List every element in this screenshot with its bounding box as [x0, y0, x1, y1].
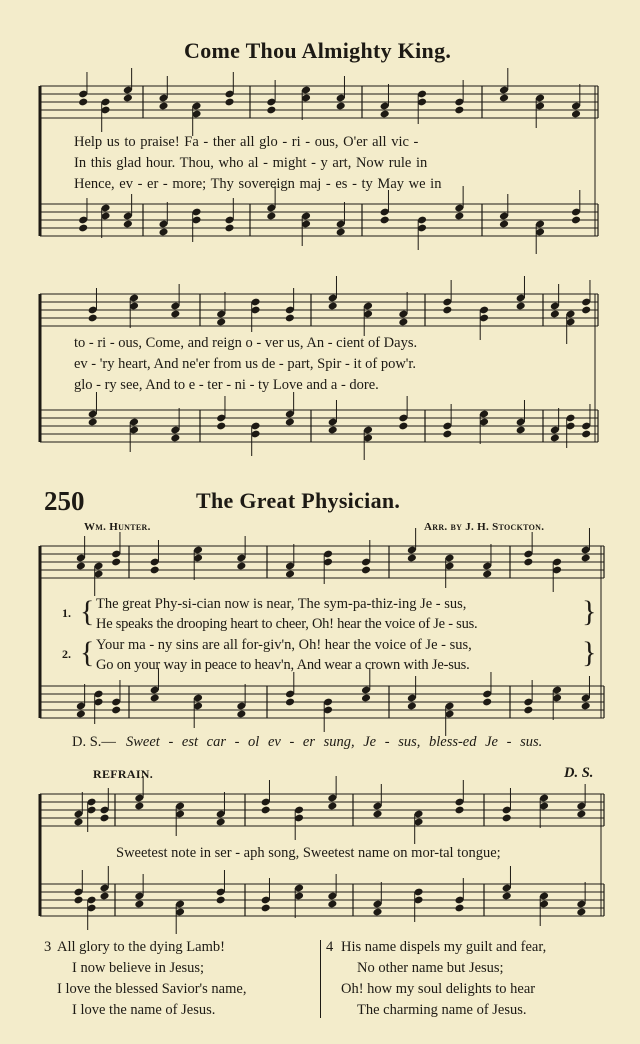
note-head [285, 698, 295, 707]
note-head [76, 562, 86, 571]
note-head [285, 314, 295, 323]
note-head [236, 562, 246, 571]
verse-line: The great Phy-si-cian now is near, The sym-pa-thiz-ing Je - sus, [96, 596, 467, 612]
note-head [158, 228, 168, 237]
refrain-ds-mark: D. S. [564, 765, 594, 781]
verse-brace: { [80, 636, 95, 669]
note-head [216, 896, 226, 905]
note-head [216, 318, 226, 327]
verse-line: Your ma - ny sins are all for-giv'n, Oh! hear the voice of Je - sus, [96, 637, 472, 653]
music-credit: Arr. by J. H. Stockton. [424, 521, 545, 533]
stanza-divider [320, 940, 321, 1018]
note-head [73, 818, 83, 827]
refrain-label: REFRAIN. [93, 767, 154, 781]
note-head [150, 694, 160, 703]
note-head [442, 430, 452, 439]
lyric-line: Help us to praise! Fa - ther all glo - ri - ous, O'er all vic - [74, 134, 419, 150]
note-head [502, 814, 512, 823]
note-head [285, 418, 295, 427]
note-head [224, 98, 234, 107]
note-head [327, 802, 337, 811]
note-head [236, 710, 246, 719]
verse-number-2: 2. [62, 647, 71, 661]
note-head [442, 306, 452, 315]
stanza-line: I love the name of Jesus. [72, 1002, 216, 1018]
stanza-line: His name dispels my guilt and fear, [341, 939, 547, 955]
note-head [571, 216, 581, 225]
note-head [78, 98, 88, 107]
note-head [523, 706, 533, 715]
note-head [336, 228, 346, 237]
note-head [372, 810, 382, 819]
note-head [328, 426, 338, 435]
note-head [499, 94, 509, 103]
verse-brace: { [80, 595, 95, 628]
note-head [88, 418, 98, 427]
note-head [216, 818, 226, 827]
note-head [398, 422, 408, 431]
lyric-line: Hence, ev - er - more; Thy sovereign maj - es - ty May we in [74, 176, 442, 192]
note-head [499, 220, 509, 229]
stanza-line: All glory to the dying Lamb! [57, 939, 225, 955]
note-head [266, 212, 276, 221]
stanza-line: Oh! how my soul delights to hear [341, 981, 536, 997]
note-head [78, 224, 88, 233]
note-head [170, 310, 180, 319]
note-head [581, 430, 591, 439]
note-head [328, 302, 338, 311]
note-head [158, 102, 168, 111]
note-head [327, 900, 337, 909]
note-head [398, 318, 408, 327]
note-head [170, 434, 180, 443]
note-head [134, 900, 144, 909]
note-head [380, 110, 390, 119]
note-head [576, 908, 586, 917]
stanza-line: I now believe in Jesus; [72, 960, 205, 976]
note-head [502, 892, 512, 901]
refrain-lyric: Sweetest note in ser - aph song, Sweetest name on mor-tal tongue; [116, 845, 501, 861]
note-head [361, 566, 371, 575]
hymn-title-come-thou-almighty-king: Come Thou Almighty King. [184, 38, 452, 63]
note-head [261, 806, 271, 815]
note-head [516, 426, 526, 435]
verse-line: He speaks the drooping heart to cheer, Oh! hear the voice of Je - sus. [96, 616, 478, 632]
stanza-line: No other name but Jesus; [357, 960, 504, 976]
note-head [150, 566, 160, 575]
note-head [454, 904, 464, 913]
note-head [73, 896, 83, 905]
note-head [111, 558, 121, 567]
lyric-line: ev - 'ry heart, And ne'er from us de - part, Spir - it of pow'r. [74, 356, 417, 372]
note-head [224, 224, 234, 233]
note-head [261, 904, 271, 913]
note-head [216, 422, 226, 431]
verse-number-1: 1. [62, 606, 71, 620]
note-head [336, 102, 346, 111]
note-head [372, 908, 382, 917]
note-head [581, 554, 591, 563]
hymn-title-great-physician: The Great Physician. [196, 488, 401, 513]
note-head [266, 106, 276, 115]
ds-text: Sweet - est car - ol ev - er sung, Je - sus, bless-ed Je - sus. [126, 734, 543, 750]
note-head [454, 212, 464, 221]
hymn-number: 250 [44, 486, 85, 516]
note-head [76, 710, 86, 719]
note-head [571, 110, 581, 119]
note-head [407, 554, 417, 563]
note-head [361, 694, 371, 703]
words-credit: Wm. Hunter. [84, 521, 151, 533]
note-head [454, 106, 464, 115]
note-head [99, 892, 109, 901]
ds-label: D. S.— [72, 734, 116, 750]
note-head [482, 570, 492, 579]
lyric-line: In this glad hour. Thou, who al - might - y art, Now rule in [74, 155, 428, 171]
lyric-line: glo - ry see, And to e - ter - ni - ty Love and a - dore. [74, 377, 379, 393]
note-head [581, 702, 591, 711]
stanza-4-number: 4 [326, 939, 334, 955]
note-head [111, 706, 121, 715]
note-head [550, 434, 560, 443]
note-head [123, 220, 133, 229]
note-head [285, 570, 295, 579]
note-head [482, 698, 492, 707]
note-head [134, 802, 144, 811]
note-head [581, 306, 591, 315]
note-head [88, 314, 98, 323]
stanza-line: I love the blessed Savior's name, [57, 981, 247, 997]
note-head [550, 310, 560, 319]
note-head [576, 810, 586, 819]
lyric-line: to - ri - ous, Come, and reign o - ver us, An - cient of Days. [74, 335, 418, 351]
verse-brace-right: } [582, 595, 597, 628]
stanza-line: The charming name of Jesus. [357, 1002, 527, 1018]
note-head [380, 216, 390, 225]
note-head [523, 558, 533, 567]
note-head [516, 302, 526, 311]
verse-brace-right: } [582, 636, 597, 669]
note-head [454, 806, 464, 815]
note-head [123, 94, 133, 103]
verse-line: Go on your way in peace to heav'n, And wear a crown with Je-sus. [96, 657, 470, 673]
note-head [99, 814, 109, 823]
note-head [407, 702, 417, 711]
stanza-3-number: 3 [44, 939, 52, 955]
